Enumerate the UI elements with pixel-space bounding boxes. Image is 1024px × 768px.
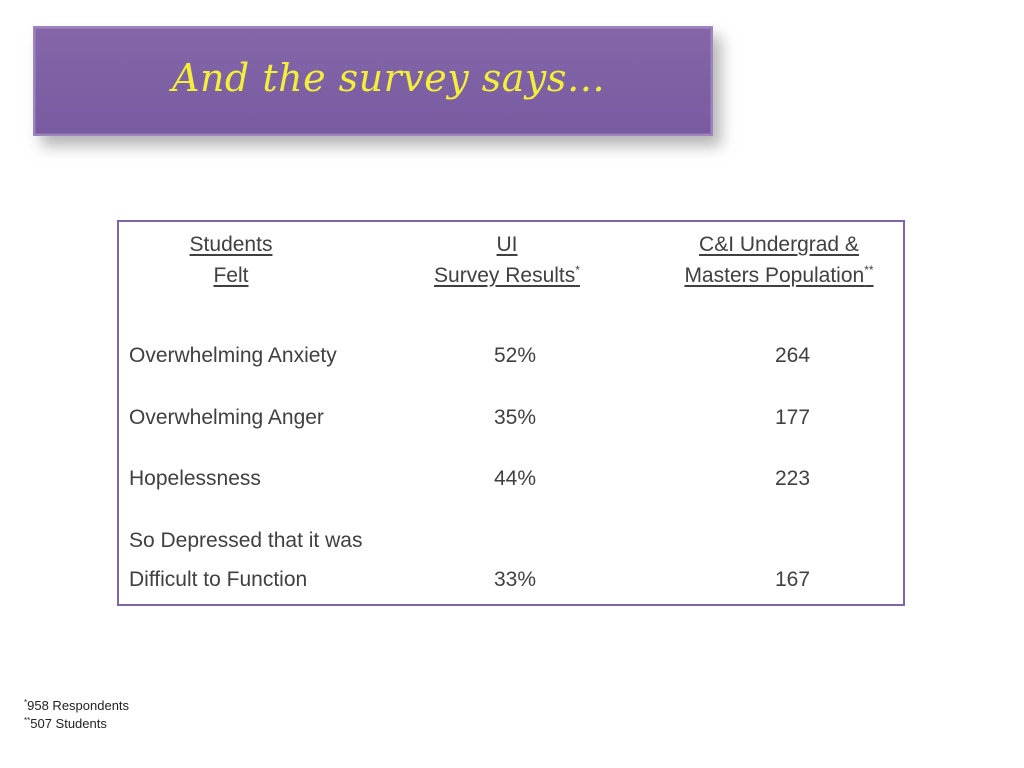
footnotes: [24, 697, 129, 733]
slide-title: And the survey says…: [172, 56, 606, 100]
footnote-students-text: 507 Students: [30, 716, 107, 731]
row-pop-anger: 177: [775, 406, 811, 429]
row-label-depressed-line1: So Depressed that it was: [129, 529, 363, 552]
footnote-students: [24, 715, 129, 733]
row-ui-depressed: 33%: [494, 568, 537, 591]
header-ui: [419, 229, 595, 291]
row-pop-depressed: 167: [775, 568, 811, 591]
title-banner: [33, 26, 713, 136]
header-ci: [659, 229, 899, 291]
footnote-students-marker: **: [24, 716, 31, 725]
survey-table: [117, 220, 905, 606]
footnote-respondents-marker: *: [24, 698, 28, 707]
row-ui-hopelessness: 44%: [494, 467, 537, 490]
header-ui-line2-wrap: [419, 260, 595, 291]
row-label-hopelessness: Hopelessness: [129, 467, 261, 490]
header-ci-marker: **: [864, 263, 874, 277]
row-label-depressed-line2: Difficult to Function: [129, 568, 308, 591]
header-ci-line2: Masters Population: [684, 264, 865, 287]
footnote-respondents-text: 958 Respondents: [27, 698, 130, 713]
row-ui-anger: 35%: [494, 406, 537, 429]
row-pop-anxiety: 264: [775, 344, 811, 367]
header-ci-line2-wrap: [659, 260, 899, 291]
header-ui-marker: *: [575, 263, 580, 277]
header-students-line2: Felt: [213, 264, 249, 287]
row-label-anger: Overwhelming Anger: [129, 406, 324, 429]
header-students: [181, 229, 281, 291]
row-ui-anxiety: 52%: [494, 344, 537, 367]
footnote-respondents: [24, 697, 129, 715]
header-ui-line1: UI: [496, 233, 518, 256]
header-students-line1: Students: [189, 233, 273, 256]
header-ui-line2: Survey Results: [434, 264, 576, 287]
row-label-anxiety: Overwhelming Anxiety: [129, 344, 337, 367]
row-pop-hopelessness: 223: [775, 467, 811, 490]
header-ci-line1: C&I Undergrad &: [699, 233, 859, 256]
